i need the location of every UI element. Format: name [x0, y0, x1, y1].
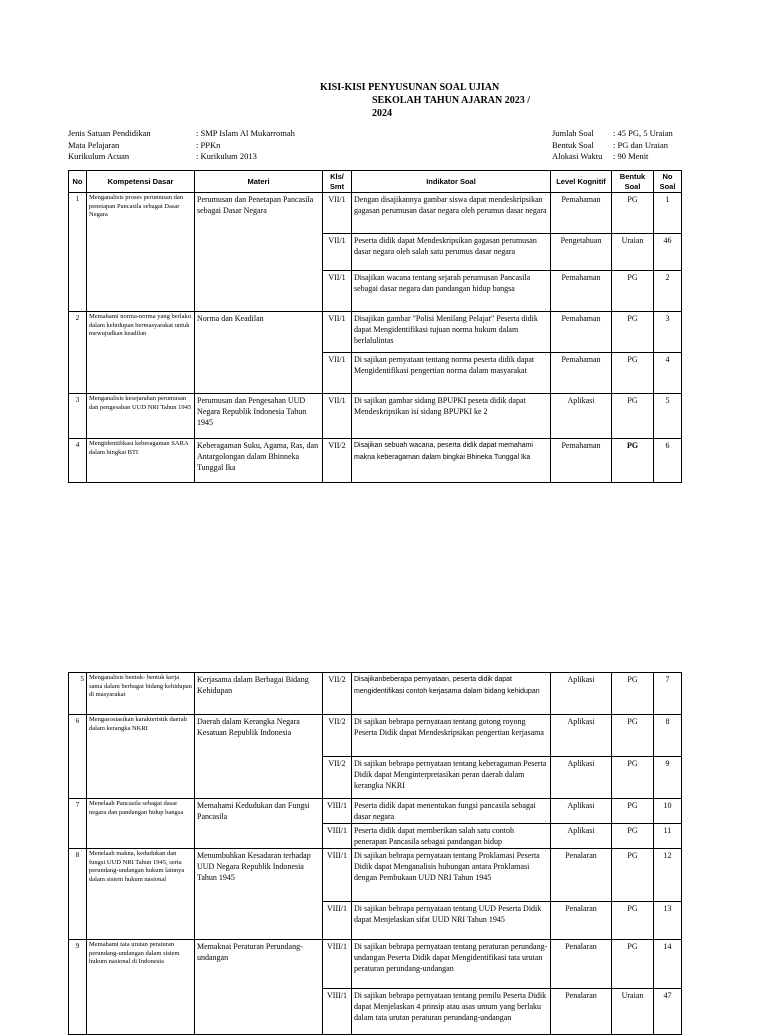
cell-indikator: Di sajikan bebrapa pernyataan tentang UUD Peserta Didik dapat Menjelaskan sifat UUD NRI Tahun 1945	[352, 902, 551, 940]
cell-materi: Memahami Kedudukan dan Fungsi Pancasila	[195, 799, 323, 849]
cell-kls: VIII/1	[323, 940, 352, 989]
cell-level: Pemahaman	[551, 271, 612, 312]
title-line-2: SEKOLAH TAHUN AJARAN 2023 /	[372, 95, 530, 106]
cell-materi: Norma dan Keadilan	[195, 312, 323, 394]
cell-indikator: Peserta didik dapat Mendeskripsikan gagasan perumusan dasar negara oleh salah satu perumus dasar negara	[352, 234, 551, 271]
cell-bentuk: PG	[612, 799, 654, 824]
cell-bentuk: PG	[612, 824, 654, 849]
cell-kls: VIII/1	[323, 824, 352, 849]
header-bentuk: Bentuk Soal	[612, 171, 654, 193]
cell-indikator: Disajikanbeberapa pernyataan, peserta didik dapat mengidentifikasi contoh kerjasama dalam bidang kehidupan	[352, 673, 551, 715]
meta-key: Bentuk Soal	[552, 139, 594, 150]
meta-row	[552, 140, 673, 152]
cell-bentuk: PG	[612, 353, 654, 394]
cell-bentuk: Uraian	[612, 989, 654, 1035]
cell-no: 7	[69, 799, 87, 849]
cell-no: 2	[69, 312, 87, 394]
header-kls: Kls/ Smt	[323, 171, 352, 193]
cell-bentuk: PG	[612, 439, 654, 483]
header-nosoal: No Soal	[654, 171, 682, 193]
cell-nosoal: 8	[654, 715, 682, 757]
cell-kompetensi: Memahami tata urutan peraturan perundang-undangan dalam sistem hukum nasional di Indonesia	[87, 940, 195, 1035]
meta-key: Mata Pelajaran	[68, 139, 120, 150]
cell-indikator: Peserta didik dapat memberikan salah satu contoh penerapan Pancasila sebagai pandangan hidup	[352, 824, 551, 849]
cell-kompetensi: Menelaah Pancasila sebagai dasar negara dan pandangan hidup bangsa	[87, 799, 195, 849]
table-row	[69, 312, 682, 353]
meta-value: : PG dan Uraian	[613, 139, 669, 150]
cell-kompetensi: Mengasosiasikan karakteristik daerah dalam kerangka NKRI	[87, 715, 195, 799]
header-level: Level Kognitif	[551, 171, 612, 193]
cell-no: 9	[69, 940, 87, 1035]
cell-level: Penalaran	[551, 940, 612, 989]
table-row	[69, 849, 682, 902]
cell-kls: VII/2	[323, 715, 352, 757]
meta-value: : SMP Islam Al Mukarromah	[196, 128, 295, 138]
cell-indikator: Di sajikan bebrapa pernyataan tentang pemilu Peserta Didik dapat Menjelaskan 4 prinsip atau asas umum yang berlaku dalam tata urutan peraturan perundang-undangan	[352, 989, 551, 1035]
cell-indikator: Di sajikan bebrapa pernyataan tentang keberagaman Peserta Didik dapat Menginterpretasikan peran daerah dalam kerangka NKRI	[352, 757, 551, 799]
cell-kls: VII/1	[323, 394, 352, 439]
cell-kls: VII/2	[323, 439, 352, 483]
cell-nosoal: 10	[654, 799, 682, 824]
meta-row	[68, 140, 295, 152]
meta-key: Alokasi Waktu	[552, 151, 603, 161]
cell-no: 5	[69, 673, 87, 715]
cell-nosoal: 1	[654, 193, 682, 234]
cell-nosoal: 11	[654, 824, 682, 849]
cell-bentuk: PG	[612, 394, 654, 439]
table-row	[69, 715, 682, 757]
cell-kompetensi: Menganalisis bentuk- bentuk kerja sama dalam berbagai bidang kehidupan di masyarakat	[87, 673, 195, 715]
cell-kls: VII/1	[323, 193, 352, 234]
cell-nosoal: 4	[654, 353, 682, 394]
cell-nosoal: 13	[654, 902, 682, 940]
cell-kls: VII/2	[323, 673, 352, 715]
cell-kompetensi: Menelaah makna, kedudukan dan fungsi UUD NRI Tahun 1945, serta perundang-undangan hukum lainnya dalam sistem hukum nasional	[87, 849, 195, 940]
cell-indikator: Di sajikan gambar sidang BPUPKI peseta didik dapat Mendeskripsikan isi sidang BPUPKI ke 2	[352, 394, 551, 439]
cell-level: Pemahaman	[551, 312, 612, 353]
meta-value: : 90 Menit	[613, 151, 649, 161]
meta-row	[68, 128, 295, 140]
identity-info-left	[68, 128, 295, 163]
title-line-1: KISI-KISI PENYUSUNAN SOAL UJIAN	[320, 82, 500, 93]
cell-materi: Perumusan dan Pengesahan UUD Negara Republik Indonesia Tahun 1945	[195, 394, 323, 439]
meta-row	[68, 151, 295, 163]
cell-indikator: Di sajikan pernyataan tentang norma peserta didik dapat Mengidentifikasi pengertian norma dalam masyarakat	[352, 353, 551, 394]
cell-level: Penalaran	[551, 902, 612, 940]
cell-level: Penalaran	[551, 989, 612, 1035]
cell-level: Penalaran	[551, 849, 612, 902]
cell-materi: Keberagaman Suku, Agama, Ras, dan Antargolongan dalam Bhinneka Tunggal Ika	[195, 439, 323, 483]
cell-bentuk: PG	[612, 312, 654, 353]
cell-bentuk: PG	[612, 715, 654, 757]
cell-kls: VIII/1	[323, 849, 352, 902]
header-no: No	[69, 171, 87, 193]
cell-level: Aplikasi	[551, 799, 612, 824]
meta-value: : 45 PG, 5 Uraian	[613, 128, 673, 138]
header-indikator: Indikator Soal	[352, 171, 551, 193]
cell-nosoal: 12	[654, 849, 682, 902]
cell-bentuk: Uraian	[612, 234, 654, 271]
table-header-row	[69, 171, 682, 193]
table-row	[69, 940, 682, 989]
table-row	[69, 799, 682, 824]
cell-nosoal: 7	[654, 673, 682, 715]
cell-indikator: Peserta didik dapat menentukan fungsi pancasila sebagai dasar negara	[352, 799, 551, 824]
cell-kls: VII/2	[323, 757, 352, 799]
cell-level: Aplikasi	[551, 757, 612, 799]
cell-kompetensi: Menganalisis proses perumusan dan penetapan Pancasila sebagai Dasar Negara	[87, 193, 195, 312]
cell-bentuk: PG	[612, 193, 654, 234]
meta-key: Jenis Satuan Pendidikan	[68, 128, 151, 138]
identity-info-right	[552, 128, 673, 163]
meta-key: Kurikulum Acuan	[68, 151, 130, 161]
cell-level: Pemahaman	[551, 439, 612, 483]
cell-nosoal: 5	[654, 394, 682, 439]
cell-kls: VII/1	[323, 312, 352, 353]
cell-bentuk: PG	[612, 673, 654, 715]
cell-nosoal: 2	[654, 271, 682, 312]
cell-no: 4	[69, 439, 87, 483]
header-materi: Materi	[195, 171, 323, 193]
cell-kls: VIII/1	[323, 902, 352, 940]
cell-nosoal: 9	[654, 757, 682, 799]
cell-level: Pemahaman	[551, 353, 612, 394]
kisi-kisi-table-page-2	[68, 672, 682, 1035]
meta-row	[552, 128, 673, 140]
meta-row	[552, 151, 673, 163]
cell-bentuk: PG	[612, 940, 654, 989]
cell-no: 1	[69, 193, 87, 312]
meta-value: : Kurikulum 2013	[196, 151, 257, 161]
meta-value: : PPKn	[196, 139, 221, 150]
cell-indikator: Di sajikan bebrapa pernyataan tentang gotong royong Peserta Didik dapat Mendeskripsikan pengertian kerjasama	[352, 715, 551, 757]
cell-kls: VIII/1	[323, 989, 352, 1035]
cell-kompetensi: Menganalisis kesejarahan perumusan dan pengesahan UUD NRI Tahun 1945	[87, 394, 195, 439]
cell-nosoal: 3	[654, 312, 682, 353]
cell-materi: Kerjasama dalam Berbagai Bidang Kehidupan	[195, 673, 323, 715]
cell-kls: VII/1	[323, 353, 352, 394]
cell-level: Aplikasi	[551, 715, 612, 757]
cell-kompetensi: Memahami norma-norma yang berlaku dalam kehidupan bermasyarakat untuk mewujudkan keadilan	[87, 312, 195, 394]
cell-level: Pemahaman	[551, 193, 612, 234]
cell-kompetensi: Mengidentifikasi keberagaman SARA dalam bingkai BTI	[87, 439, 195, 483]
table-row	[69, 394, 682, 439]
header-kompetensi: Kompetensi Dasar	[87, 171, 195, 193]
cell-bentuk: PG	[612, 849, 654, 902]
cell-kls: VII/1	[323, 271, 352, 312]
cell-materi: Daerah dalam Kerangka Negara Kesatuan Republik Indonesia	[195, 715, 323, 799]
cell-indikator: Dengan disajikannya gambar siswa dapat mendeskripsikan gagasan perumusan dasar negara oleh perumus dasar negara	[352, 193, 551, 234]
cell-nosoal: 14	[654, 940, 682, 989]
cell-indikator: Di sajikan bebrapa pernyataan tentang peraturan perundang-undangan Peserta Didik dapat Mengidentifikasi tata urutan peraturan perundang-undangan	[352, 940, 551, 989]
table-row	[69, 673, 682, 715]
cell-materi: Perumusan dan Penetapan Pancasila sebagai Dasar Negara	[195, 193, 323, 312]
cell-kls: VII/1	[323, 234, 352, 271]
cell-nosoal: 6	[654, 439, 682, 483]
cell-bentuk: PG	[612, 902, 654, 940]
cell-indikator: Di sajikan bebrapa pernyataan tentang Proklamasi Peserta Didik dapat Menganalisis hubungan antara Proklamasi dengan Pembukaan UUD NRI Tahun 1945	[352, 849, 551, 902]
cell-indikator: Disajikan gambar "Polisi Menilang Pelajar" Peserta didik dapat Mengidentifikasi tujuan norma hukum dalam berlalulintas	[352, 312, 551, 353]
cell-indikator: Disajikan sebuah wacana, peserta didik dapat memahami makna keberagaman dalam bingkai Bhineka Tunggal Ika	[352, 439, 551, 483]
meta-key: Jumlah Soal	[552, 128, 594, 138]
cell-indikator: Disajikan wacana tentang sejarah perumusan Pancasila sebagai dasar negara dan pandangan hidup bangsa	[352, 271, 551, 312]
cell-materi: Memaknai Peraturan Perundang-undangan	[195, 940, 323, 1035]
cell-no: 3	[69, 394, 87, 439]
cell-nosoal: 46	[654, 234, 682, 271]
cell-no: 8	[69, 849, 87, 940]
table-row	[69, 439, 682, 483]
cell-materi: Menumbuhkan Kesadaran terhadap UUD Negara Republik Indonesia Tahun 1945	[195, 849, 323, 940]
cell-level: Aplikasi	[551, 394, 612, 439]
cell-nosoal: 47	[654, 989, 682, 1035]
cell-kls: VIII/1	[323, 799, 352, 824]
kisi-kisi-table-page-1	[68, 170, 682, 483]
table-row	[69, 193, 682, 234]
cell-level: Aplikasi	[551, 824, 612, 849]
cell-level: Pengetahuan	[551, 234, 612, 271]
cell-level: Aplikasi	[551, 673, 612, 715]
cell-bentuk: PG	[612, 757, 654, 799]
title-line-3: 2024	[372, 108, 392, 119]
cell-bentuk: PG	[612, 271, 654, 312]
cell-no: 6	[69, 715, 87, 799]
